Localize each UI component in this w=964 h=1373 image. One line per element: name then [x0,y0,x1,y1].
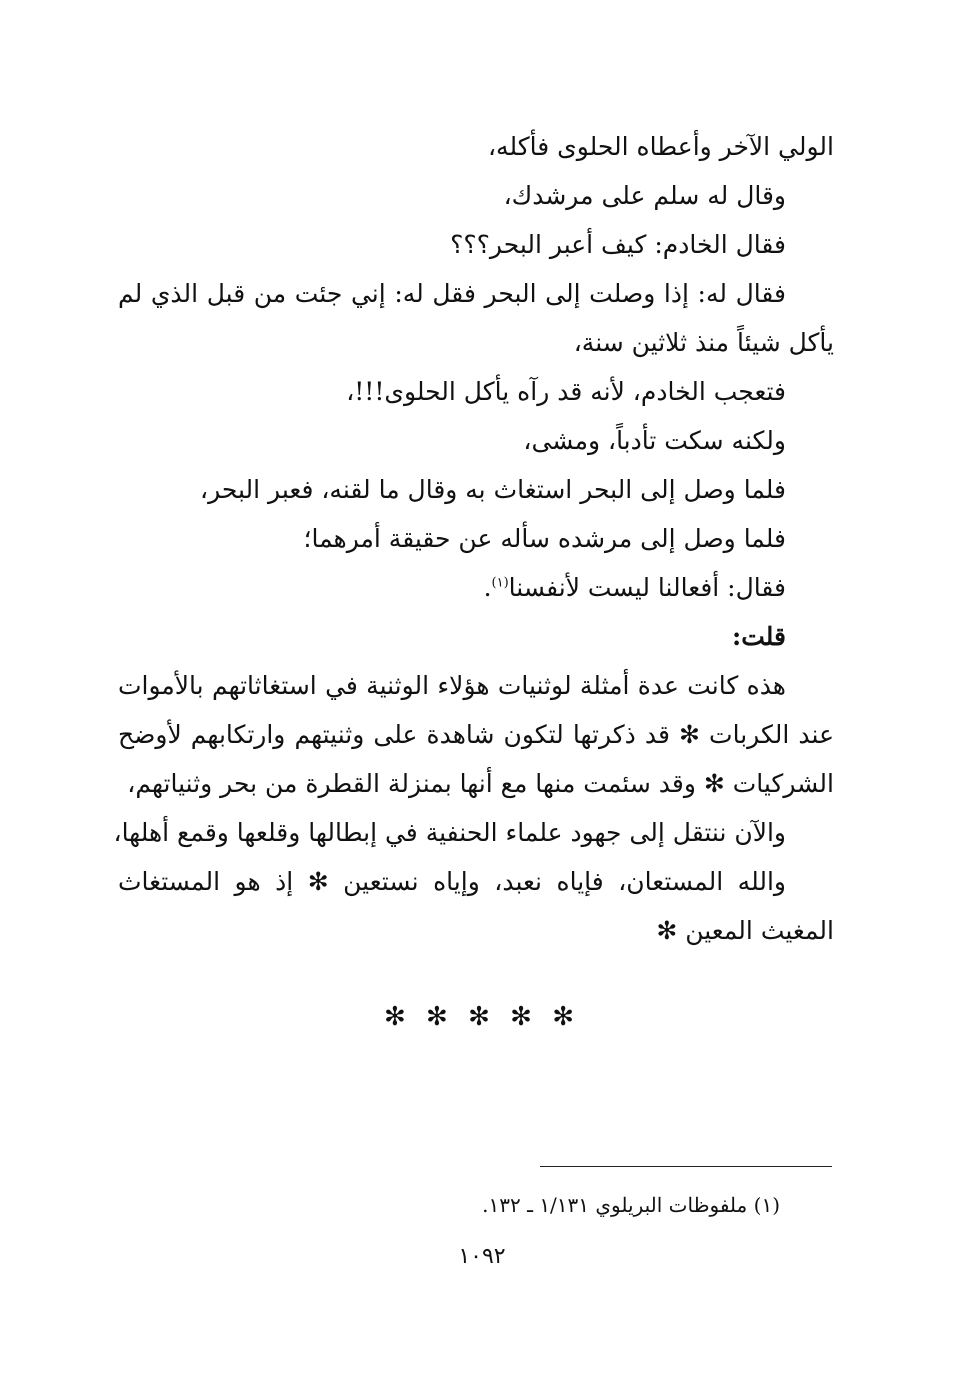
text-line: وقال له سلم على مرشدك، [503,181,786,210]
text-line: فقال له: إذا وصلت إلى البحر فقل له: إني جئت من قبل الذي لم [118,279,786,308]
section-label: قلت: [731,622,786,651]
footnote-rule [540,1166,832,1167]
period: . [483,573,492,602]
text-segment: فقال: أفعالنا ليست لأنفسنا [508,573,786,602]
footnote-marker: (١) [491,575,509,591]
text-line-with-footnote [118,563,834,612]
text-line: المغيث المعين ✻ [656,916,834,945]
text-line: عند الكربات ✻ قد ذكرتها لتكون شاهدة على وثنيتهم وارتكابهم لأوضح [118,720,834,749]
main-text [113,122,834,955]
text-line: هذه كانت عدة أمثلة لوثنيات هؤلاء الوثنية في استغاثاتهم بالأموات [118,671,786,700]
text-line: فلما وصل إلى البحر استغاث به وقال ما لقنه، فعبر البحر، [200,475,786,504]
text-line: الولي الآخر وأعطاه الحلوى فأكله، [487,132,834,161]
text-line: والله المستعان، فإياه نعبد، وإياه نستعين ✻ إذ هو المستغاث [118,867,786,896]
text-line: فقال الخادم: كيف أعبر البحر؟؟؟ [450,230,786,259]
text-line: ولكنه سكت تأدباً، ومشى، [523,426,786,455]
page-number: ١٠٩٢ [458,1244,506,1269]
text-line: فلما وصل إلى مرشده سأله عن حقيقة أمرهما؛ [303,524,786,553]
text-line: الشركيات ✻ وقد سئمت منها مع أنها بمنزلة القطرة من بحر وثنياتهم، [127,769,834,798]
text-line: فتعجب الخادم، لأنه قد رآه يأكل الحلوى!!!، [346,377,786,406]
footnote: (١) ملفوظات البريلوي ١/١٣١ ـ ١٣٢. [482,1193,780,1217]
text-line: والآن ننتقل إلى جهود علماء الحنفية في إبطالها وقلعها وقمع أهلها، [113,818,786,847]
section-separator: ✻ ✻ ✻ ✻ ✻ [384,1002,580,1032]
text-line: يأكل شيئاً منذ ثلاثين سنة، [573,328,834,357]
